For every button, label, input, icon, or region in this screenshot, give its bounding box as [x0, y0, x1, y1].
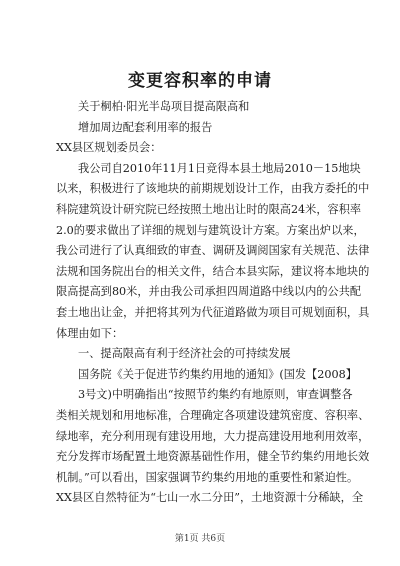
paragraph-line: 限高提高到80米，并由我公司承担四周道路中线以内的公共配: [56, 285, 362, 299]
paragraph-line: 以来，积极进行了该地块的前期规划设计工作，由我方委托的中: [56, 182, 370, 196]
paragraph-line: 2.0的要求做出了详细的规划与建筑设计方案。方案出炉以来，: [56, 223, 365, 237]
subject-line-1: 关于桐柏·阳光半岛项目提高限高和: [78, 100, 250, 113]
paragraph-line: 类相关规划和用地标准，合理确定各项建设建筑密度、容积率、: [56, 408, 370, 422]
document-title: 变更容积率的申请: [128, 71, 272, 91]
paragraph-line: 我公司进行了认真细致的审查、调研及调阅国家有关规范、法律: [56, 244, 370, 258]
paragraph-line: 3号文)中明确指出“按照节约集约有地原则，审查调整各: [78, 388, 353, 402]
paragraph-line: XX县区自然特征为“七山一水二分田”，土地资源十分稀缺，全: [56, 491, 364, 505]
salutation: XX县区规划委员会：: [56, 141, 162, 155]
paragraph-line: 国务院《关于促进节约集约用地的通知》(国发【2008】: [78, 367, 357, 381]
paragraph-line: 体理由如下：: [56, 326, 124, 340]
document-body: [56, 97, 370, 509]
paragraph-line: 法规和国务院出台的相关文件，结合本县实际，建议将本地块的: [56, 264, 370, 278]
page-footer: 第1页 共6页: [174, 534, 226, 544]
paragraph-line: 套土地出让金，并把将其列为代征道路做为项目可规划面积，具: [56, 305, 370, 319]
subject-line-2: 增加周边配套利用率的报告: [78, 120, 213, 134]
paragraph-line: 绿地率，充分利用现有建设用地，大力提高建设用地利用效率，: [56, 429, 370, 443]
paragraph-line: 机制。”可以看出，国家强调节约集约用地的重要性和紧迫性。: [56, 470, 359, 484]
paragraph-line: 我公司自2010年11月1日竞得本县土地局2010－15地块: [78, 161, 361, 175]
section-heading: 一、提高限高有利于经济社会的可持续发展: [78, 347, 291, 361]
paragraph-line: 充分发挥市场配置土地资源基础性作用，健全节约集约用地长效: [56, 450, 370, 464]
paragraph-line: 科院建筑设计研究院已经按照土地出让时的限高24米，容积率: [56, 202, 362, 216]
